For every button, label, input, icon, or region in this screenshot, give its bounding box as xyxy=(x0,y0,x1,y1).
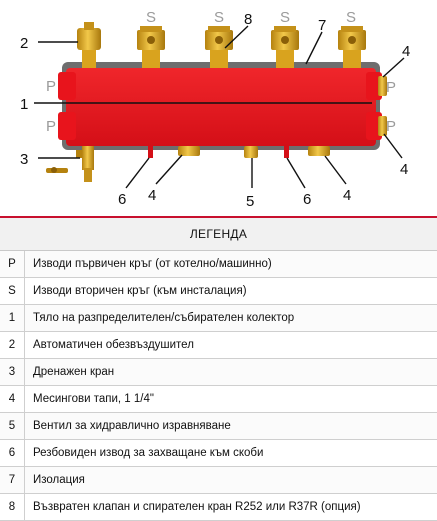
legend-key: 3 xyxy=(0,359,25,385)
legend-row xyxy=(0,359,437,386)
legend-key: 7 xyxy=(0,467,25,493)
drain-valve xyxy=(46,146,94,182)
legend-row xyxy=(0,332,437,359)
legend-text: Изолация xyxy=(33,474,85,486)
label-s-4: S xyxy=(346,9,357,26)
legend-rows xyxy=(0,251,437,521)
legend-row xyxy=(0,386,437,413)
legend-title: ЛЕГЕНДА xyxy=(0,216,437,251)
legend-key: 8 xyxy=(0,494,25,520)
label-p-left-bottom: P xyxy=(46,118,57,135)
legend-table xyxy=(0,216,437,521)
label-number-5: 5 xyxy=(246,193,255,210)
legend-text: Вентил за хидравлично изравняване xyxy=(33,420,231,432)
label-number-2: 2 xyxy=(20,35,29,52)
legend-row xyxy=(0,251,437,278)
bracket-thread-left xyxy=(148,146,153,158)
legend-key: 6 xyxy=(0,440,25,466)
legend-key: 1 xyxy=(0,305,25,331)
leader-4-bottom-left xyxy=(156,155,182,184)
manifold-body xyxy=(66,68,376,146)
label-number-4-bottom-left: 4 xyxy=(148,187,157,204)
legend-key: 5 xyxy=(0,413,25,439)
label-p-right-bottom: P xyxy=(386,118,397,135)
legend-row xyxy=(0,305,437,332)
leader-4-right-bottom xyxy=(384,134,402,158)
label-number-6-right: 6 xyxy=(303,191,312,208)
label-p-right-top: P xyxy=(386,79,397,96)
leader-4-bottom-right xyxy=(325,156,346,184)
label-number-4-right-bottom: 4 xyxy=(400,161,409,178)
leader-4-right-top xyxy=(383,58,404,77)
brass-plug-bottom-right xyxy=(308,146,330,156)
legend-key: P xyxy=(0,251,25,277)
legend-text: Резбовиден извод за захващане към скоби xyxy=(33,447,264,459)
legend-text: Автоматичен обезвъздушител xyxy=(33,339,194,351)
leader-6-left xyxy=(126,158,149,188)
label-number-4-bottom-right: 4 xyxy=(343,187,352,204)
legend-key: 2 xyxy=(0,332,25,358)
legend-text: Месингови тапи, 1 1/4" xyxy=(33,393,154,405)
label-s-3: S xyxy=(280,9,291,26)
bottom-pipe-left-2 xyxy=(58,112,76,140)
legend-text: Изводи вторичен кръг (към инсталация) xyxy=(33,285,247,297)
legend-row xyxy=(0,440,437,467)
bracket-thread-right xyxy=(284,146,289,158)
balancing-valve xyxy=(244,146,258,158)
label-number-7: 7 xyxy=(318,17,327,34)
legend-row xyxy=(0,467,437,494)
label-number-6-left: 6 xyxy=(118,191,127,208)
label-p-left-top: P xyxy=(46,78,57,95)
manifold-diagram xyxy=(0,0,437,215)
leader-6-right xyxy=(287,158,305,188)
label-s-1: S xyxy=(146,9,157,26)
label-number-4-right-top: 4 xyxy=(402,43,411,60)
legend-row xyxy=(0,278,437,305)
legend-text: Дренажен кран xyxy=(33,366,115,378)
leader-7 xyxy=(306,32,322,64)
label-s-2: S xyxy=(214,9,225,26)
legend-row xyxy=(0,413,437,440)
legend-key: 4 xyxy=(0,386,25,412)
legend-text: Възвратен клапан и спирателен кран R252 или R37R (опция) xyxy=(33,501,361,513)
label-number-1: 1 xyxy=(20,96,29,113)
legend-text: Тяло на разпределителен/събирателен колектор xyxy=(33,312,295,324)
label-number-8: 8 xyxy=(244,11,253,28)
bottom-pipe-left xyxy=(58,72,76,100)
legend-key: S xyxy=(0,278,25,304)
label-number-3: 3 xyxy=(20,151,29,168)
brass-plug-bottom-left xyxy=(178,146,200,156)
legend-text: Изводи първичен кръг (от котелно/машинно) xyxy=(33,258,272,270)
